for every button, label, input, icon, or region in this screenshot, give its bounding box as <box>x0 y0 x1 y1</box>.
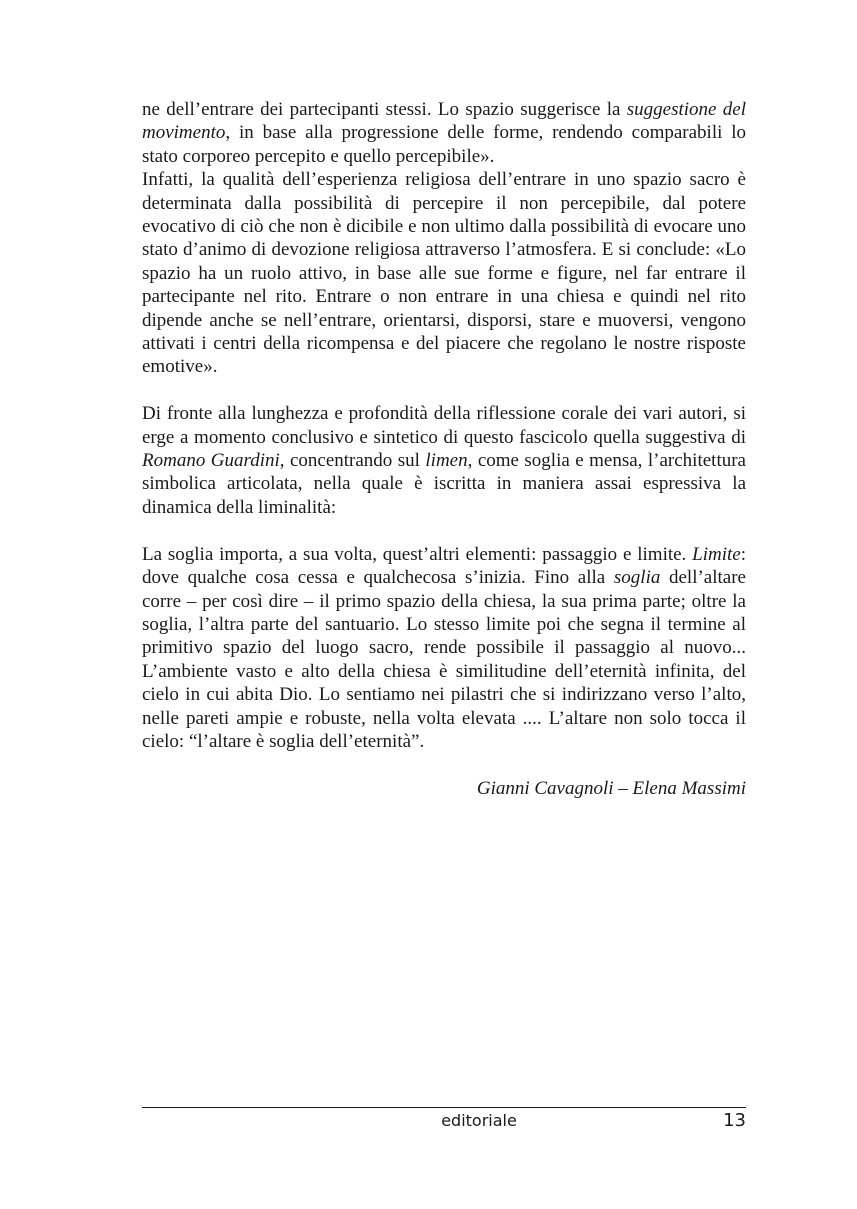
author-signature: Gianni Cavagnoli – Elena Massimi <box>476 777 746 799</box>
text-run: , come soglia e mensa, l’architettura simbolica articolata, nella quale è iscritta in maniera assai espressiva la dinamica della liminalità: <box>142 450 746 518</box>
paragraph-3 <box>142 402 746 519</box>
italic-run: soglia <box>613 567 661 589</box>
text-run: ne dell’entrare dei partecipanti stessi. Lo spazio suggerisce la <box>142 99 627 120</box>
paragraph-gap <box>142 379 746 402</box>
page-number: 13 <box>723 1110 746 1131</box>
section-label: editoriale <box>441 1111 517 1130</box>
text-run: , concentrando sul <box>279 450 426 472</box>
text-run: Di fronte alla lunghezza e profondità della riflessione corale dei vari autori, si erge a momento conclusivo e sintetico di questo fascicolo quella suggestiva di <box>142 403 746 448</box>
paragraph-2: Infatti, la qualità dell’esperienza religiosa dell’entrare in uno spazio sacro è determinata dalla possibilità di percepire il non percepibile, dal potere evocativo di ciò che non è dicibile e non ultimo dalla possibilità di evocare uno stato d’animo di devozione religiosa attraverso l’atmosfera. E si conclude: «Lo spazio ha un ruolo attivo, in base alle sue forme e figure, nel far entrare il partecipante nel rito. Entrare o non entrare in una chiesa e quindi nel rito dipende anche se nell’entrare, orientarsi, disporsi, stare e muoversi, vengono attivati i centri della ricompensa e del piacere che regolano le nostre risposte emotive». <box>142 169 746 378</box>
text-run: dell’altare corre – per così dire – il primo spazio della chiesa, la sua prima parte; oltre la soglia, l’altra parte del santuario. Lo stesso limite poi che segna il termine al primitivo spazio del luogo sacro, rende possibile il passaggio al nuovo... L’ambiente vasto e alto della chiesa è similitudine dell’eternità infinita, del cielo in cui abita Dio. Lo sentiamo nei pilastri che si indirizzano verso l’alto, nelle pareti ampie e robuste, nella volta elevata .... L’altare non solo tocca il cielo: “l’altare è soglia dell’eternità”. <box>142 567 746 752</box>
italic-run: Limite <box>692 543 741 565</box>
paragraph-gap <box>142 753 746 776</box>
text-run: , in base alla progressione delle forme, rendendo comparabili lo stato corporeo percepito e quello percepibile». <box>142 122 746 167</box>
italic-run: suggestione del movimento <box>142 99 746 144</box>
italic-run: limen <box>425 450 468 472</box>
block-quote <box>142 543 746 754</box>
footer-rule <box>142 1107 746 1108</box>
italic-run: Romano Guardini <box>142 450 280 472</box>
paragraph-1 <box>142 98 746 168</box>
text-run: La soglia importa, a sua volta, quest’altri elementi: passaggio e limite. <box>142 543 693 565</box>
text-run: : dove qualche cosa cessa e qualchecosa s’inizia. Fino alla <box>142 543 746 589</box>
paragraph-gap <box>142 519 746 542</box>
body-text <box>142 98 746 800</box>
